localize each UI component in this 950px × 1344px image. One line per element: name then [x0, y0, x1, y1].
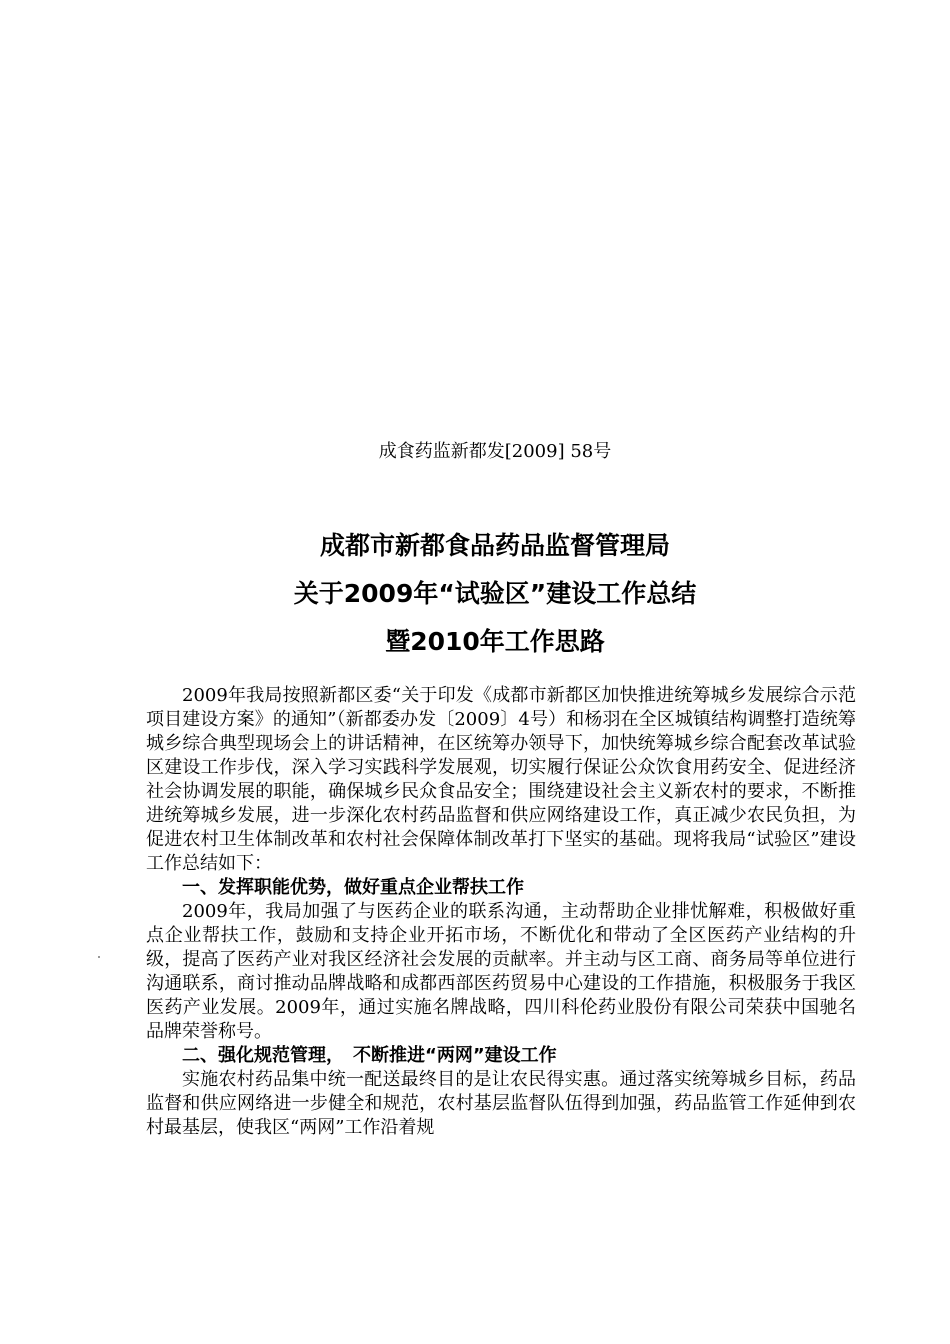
document-body — [146, 684, 856, 1140]
section-1-heading: 一、发挥职能优势，做好重点企业帮扶工作 — [182, 877, 524, 898]
title-line-1: 成都市新都食品药品监督管理局 — [319, 531, 670, 560]
title-line-3: 暨2010年工作思路 — [385, 627, 605, 656]
section-2-heading: 二、强化规范管理， 不断推进“两网”建设工作 — [182, 1045, 557, 1066]
title-line-2: 关于2009年“试验区”建设工作总结 — [293, 579, 697, 608]
intro-paragraph: 2009年我局按照新都区委“关于印发《成都市新都区加快推进统筹城乡发展综合示范项目建设方案》的通知”（新都委办发〔2009〕4号）和杨羽在全区城镇结构调整打造统筹城乡综合典型现场会上的讲话精神，在区统筹办领导下，加快统筹城乡综合配套改革试验区建设工作步伐，深入学习实践科学发展观，切实履行保证公众饮食用药安全、促进经济社会协调发展的职能，确保城乡民众食品安全；围绕建设社会主义新农村的要求，不断推进统筹城乡发展，进一步深化农村药品监督和供应网络建设工作，真正减少农民负担，为促进农村卫生体制改革和农村社会保障体制改革打下坚实的基础。现将我局“试验区”建设工作总结如下： — [146, 685, 856, 874]
section-1-paragraph: 2009年，我局加强了与医药企业的联系沟通，主动帮助企业排忧解难，积极做好重点企业帮扶工作，鼓励和支持企业开拓市场，不断优化和带动了全区医药产业结构的升级，提高了医药产业对我区经济社会发展的贡献率。并主动与区工商、商务局等单位进行沟通联系，商讨推动品牌战略和成都西部医药贸易中心建设的工作措施，积极服务于我区医药产业发展。2009年，通过实施名牌战略，四川科伦药业股份有限公司荣获中国驰名品牌荣誉称号。 — [146, 901, 856, 1042]
section-2-paragraph: 实施农村药品集中统一配送最终目的是让农民得实惠。通过落实统筹城乡目标，药品监督和供应网络进一步健全和规范，农村基层监督队伍得到加强，药品监管工作延伸到农村最基层，使我区“两网”工作沿着规 — [146, 1069, 856, 1138]
document-number: 成食药监新都发[2009] 58号 — [378, 441, 612, 462]
document-title — [0, 522, 950, 666]
margin-mark — [98, 956, 100, 958]
